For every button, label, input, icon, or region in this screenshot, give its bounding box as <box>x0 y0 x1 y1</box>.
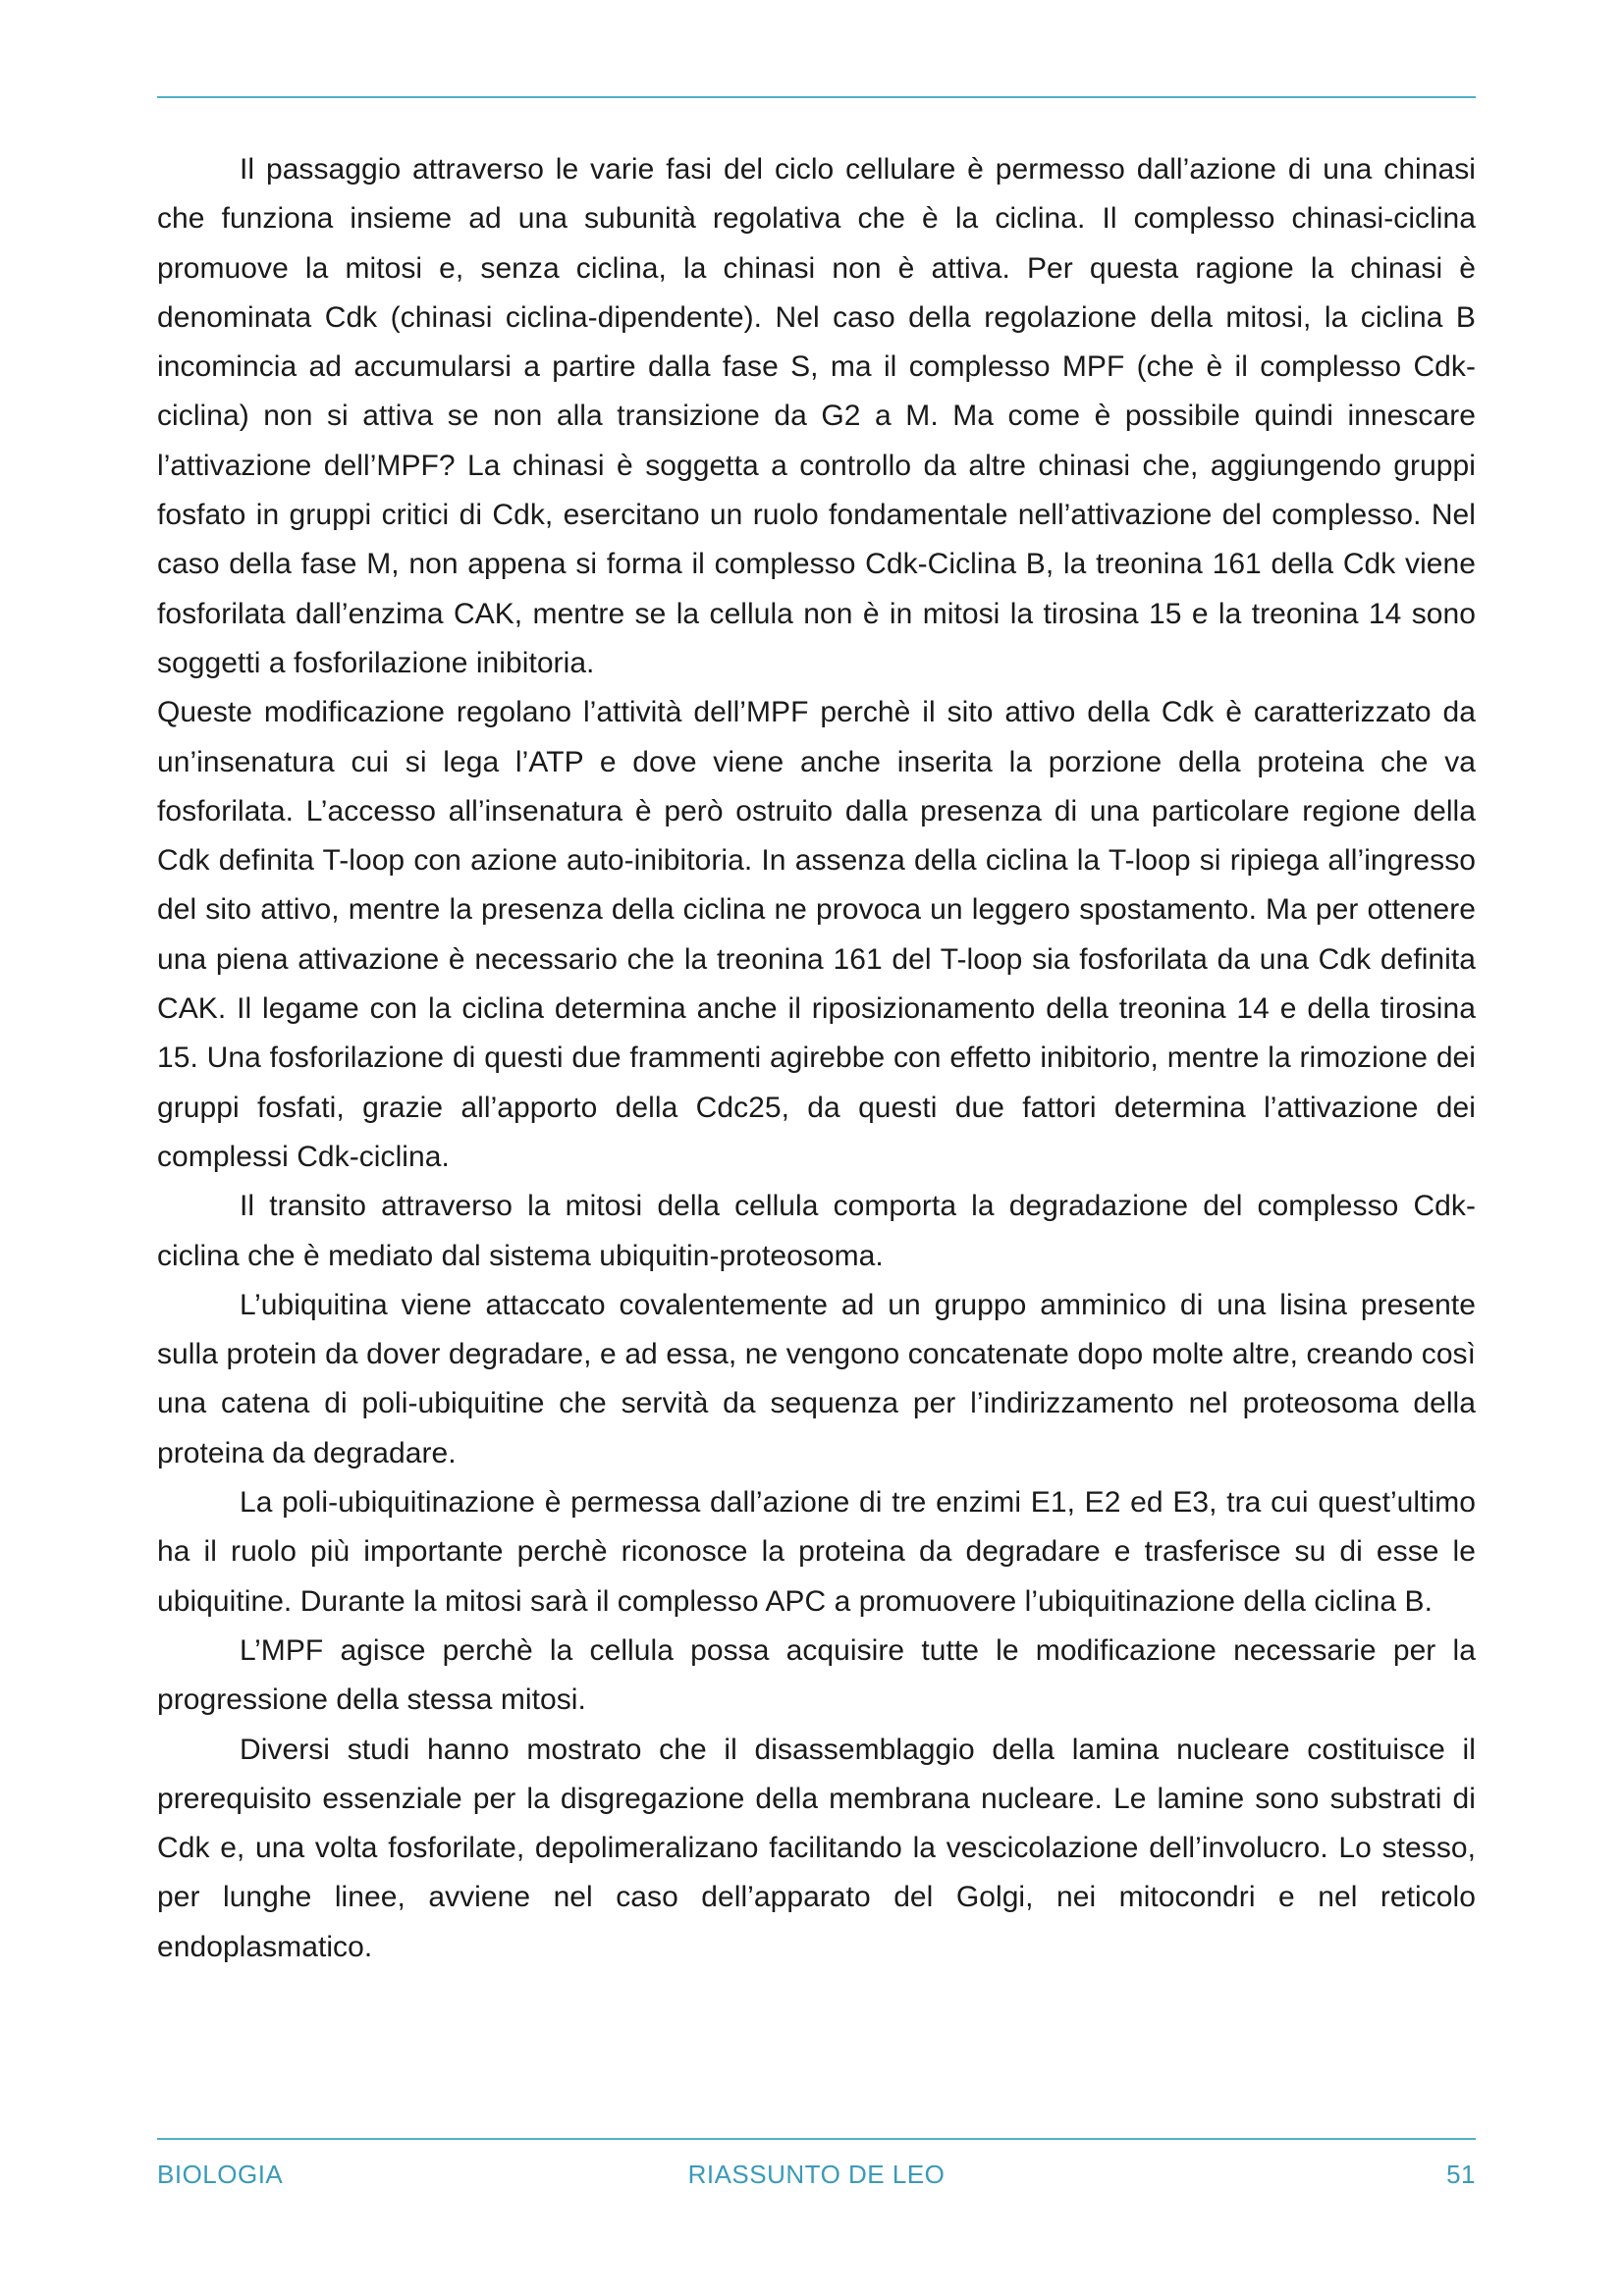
page-body <box>157 145 1476 1972</box>
paragraph-mpf-regulation: Queste modificazione regolano l’attività dell’MPF perchè il sito attivo della Cdk è caratterizzato da un’insenatura cui si lega l’ATP e dove viene anche inserita la porzione della proteina che va fosforilata. L’accesso all’insenatura è però ostruito dalla presenza di una particolare regione della Cdk definita T-loop con azione auto-inibitoria. In assenza della ciclina la T-loop si ripiega all’ingresso del sito attivo, mentre la presenza della ciclina ne provoca un leggero spostamento. Ma per ottenere una piena attivazione è necessario che la treonina 161 del T-loop sia fosforilata da una Cdk definita CAK. Il legame con la ciclina determina anche il riposizionamento della treonina 14 e della tirosina 15. Una fosforilazione di questi due frammenti agirebbe con effetto inibitorio, mentre la rimozione dei gruppi fosfati, grazie all’apporto della Cdc25, da questi due fattori determina l’attivazione dei complessi Cdk-ciclina. <box>157 696 1476 1173</box>
footer-title: RIASSUNTO DE LEO <box>687 2160 946 2189</box>
paragraph-mitosis-transit: Il transito attraverso la mitosi della cellula comporta la degradazione del complesso Cdk-ciclina che è mediato dal sistema ubiquitin-proteosoma. <box>157 1190 1476 1272</box>
paragraph-poly-ubiquitination: La poli-ubiquitinazione è permessa dall’azione di tre enzimi E1, E2 ed E3, tra cui quest’ultimo ha il ruolo più importante perchè riconosce la proteina da degradare e trasferisce su di esse le ubiquitine. Durante la mitosi sarà il complesso APC a promuovere l’ubiquitinazione della ciclina B. <box>157 1486 1476 1618</box>
header-rule <box>157 96 1476 98</box>
paragraph-ubiquitin: L’ubiquitina viene attaccato covalentemente ad un gruppo amminico di una lisina presente sulla protein da dover degradare, e ad essa, ne vengono concatenate dopo molte altre, creando così una catena di poli-ubiquitine che servità da sequenza per l’indirizzamento nel proteosoma della proteina da degradare. <box>157 1288 1476 1469</box>
footer-subject: BIOLOGIA <box>157 2160 284 2189</box>
page-footer <box>157 2160 1476 2199</box>
page-number: 51 <box>1446 2160 1476 2189</box>
paragraph-mpf-action: L’MPF agisce perchè la cellula possa acquisire tutte le modificazione necessarie per la progressione della stessa mitosi. <box>157 1633 1476 1717</box>
paragraph-cdk-cyclin: Il passaggio attraverso le varie fasi del ciclo cellulare è permesso dall’azione di una chinasi che funziona insieme ad una subunità regolativa che è la ciclina. Il complesso chinasi-ciclina promuove la mitosi e, senza ciclina, la chinasi non è attiva. Per questa ragione la chinasi è denominata Cdk (chinasi ciclina-dipendente). Nel caso della regolazione della mitosi, la ciclina B incomincia ad accumularsi a partire dalla fase S, ma il complesso MPF (che è il complesso Cdk-ciclina) non si attiva se non alla transizione da G2 a M. Ma come è possibile quindi innescare l’attivazione dell’MPF? La chinasi è soggetta a controllo da altre chinasi che, aggiungendo gruppi fosfato in gruppi critici di Cdk, esercitano un ruolo fondamentale nell’attivazione del complesso. Nel caso della fase M, non appena si forma il complesso Cdk-Ciclina B, la treonina 161 della Cdk viene fosforilata dall’enzima CAK, mentre se la cellula non è in mitosi la tirosina 15 e la treonina 14 sono soggetti a fosforilazione inibitoria. <box>157 153 1476 679</box>
footer-rule <box>157 2138 1476 2140</box>
paragraph-nuclear-lamina: Diversi studi hanno mostrato che il disassemblaggio della lamina nucleare costituisce il prerequisito essenziale per la disgregazione della membrana nucleare. Le lamine sono substrati di Cdk e, una volta fosforilate, depolimeralizano facilitando la vescicolazione dell’involucro. Lo stesso, per lunghe linee, avviene nel caso dell’apparato del Golgi, nei mitocondri e nel reticolo endoplasmatico. <box>157 1733 1476 1963</box>
